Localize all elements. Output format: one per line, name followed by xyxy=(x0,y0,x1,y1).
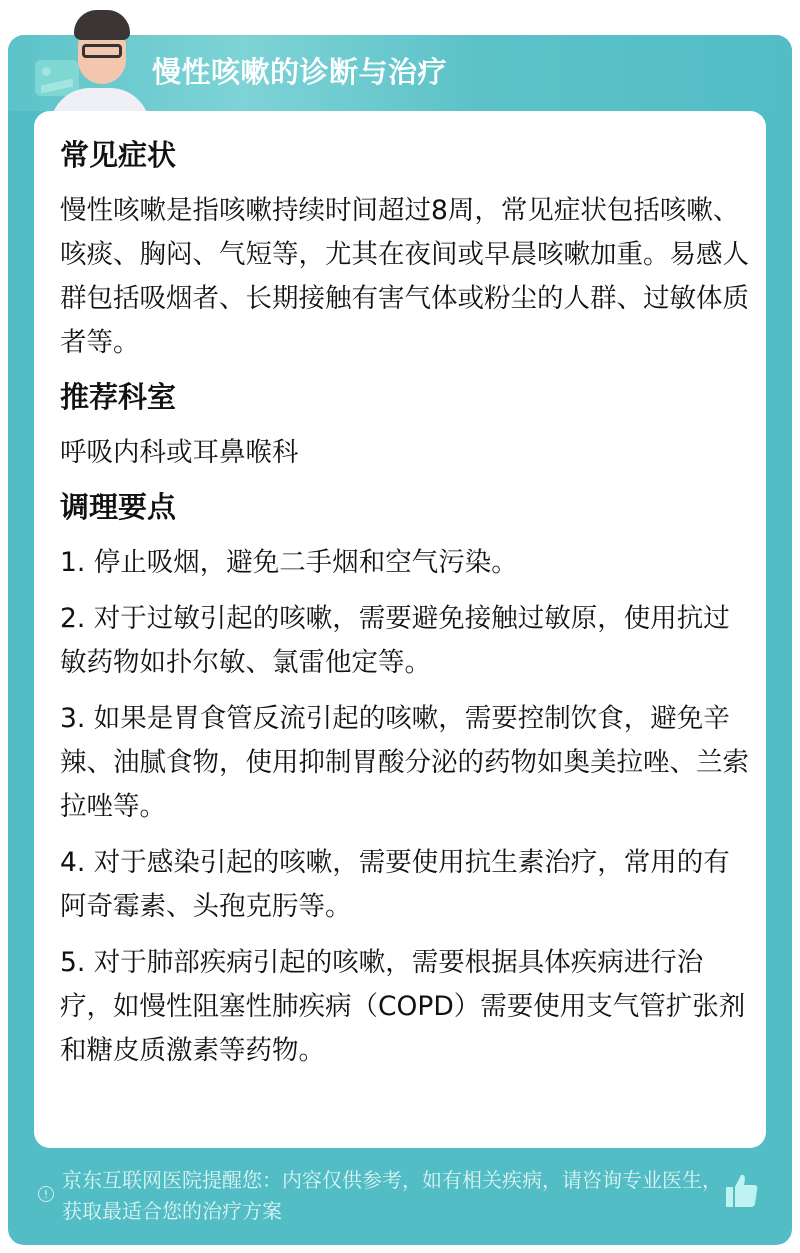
thumbs-up-icon[interactable] xyxy=(726,1173,758,1207)
section-heading: 调理要点 xyxy=(60,490,177,524)
info-icon: ! xyxy=(38,1186,54,1202)
list-item: 4. 对于感染引起的咳嗽，需要使用抗生素治疗，常用的有阿奇霉素、头孢克肟等。 xyxy=(60,847,730,922)
list-item: 2. 对于过敏引起的咳嗽，需要避免接触过敏原，使用抗过敏药物如扑尔敏、氯雷他定等。 xyxy=(60,603,730,678)
page-title: 慢性咳嗽的诊断与治疗 xyxy=(152,55,448,89)
content-card xyxy=(34,111,766,1148)
symptoms-section xyxy=(60,135,750,365)
list-item: 1. 停止吸烟，避免二手烟和空气污染。 xyxy=(60,547,518,578)
footer xyxy=(8,1161,792,1241)
doctor-avatar xyxy=(48,10,152,111)
list-item: 5. 对于肺部疾病引起的咳嗽，需要根据具体疾病进行治疗，如慢性阻塞性肺疾病（COPD）需要使用支气管扩张剂和糖皮质激素等药物。 xyxy=(60,947,746,1066)
section-heading: 推荐科室 xyxy=(60,380,177,414)
section-text: 慢性咳嗽是指咳嗽持续时间超过8周，常见症状包括咳嗽、咳痰、胸闷、气短等，尤其在夜间或早晨咳嗽加重。易感人群包括吸烟者、长期接触有害气体或粉尘的人群、过敏体质者等。 xyxy=(60,195,749,358)
disclaimer-text: 京东互联网医院提醒您：内容仅供参考，如有相关疾病，请咨询专业医生，获取最适合您的治疗方案 xyxy=(62,1168,722,1223)
list-item: 3. 如果是胃食管反流引起的咳嗽，需要控制饮食，避免辛辣、油腻食物，使用抑制胃酸分泌的药物如奥美拉唑、兰索拉唑等。 xyxy=(60,703,749,822)
department-section xyxy=(60,377,750,475)
section-text: 呼吸内科或耳鼻喉科 xyxy=(60,437,299,468)
care-section xyxy=(60,487,750,1073)
section-heading: 常见症状 xyxy=(60,138,177,172)
